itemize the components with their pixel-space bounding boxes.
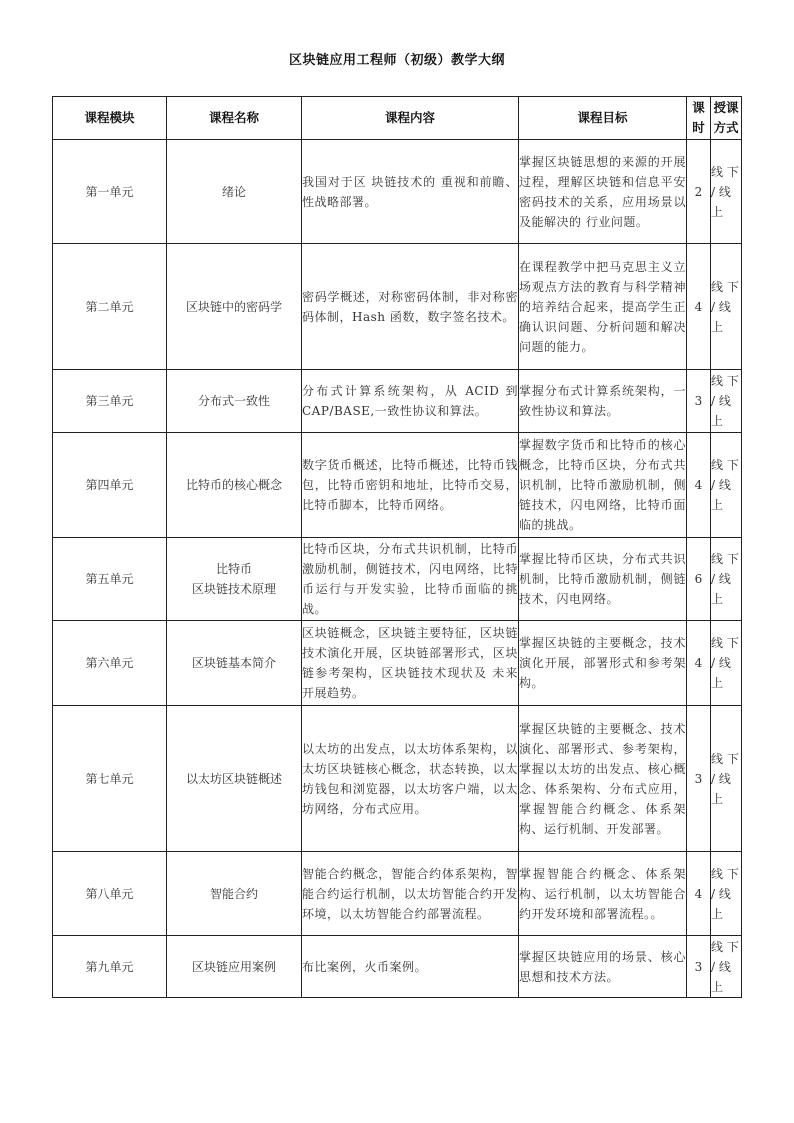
mode-line: 上 [711, 979, 724, 994]
course-name-line1: 比特币 [215, 562, 252, 576]
header-hours-line1: 课 [692, 100, 705, 115]
table-row [53, 706, 742, 852]
table-row [53, 538, 742, 621]
mode-cell [711, 538, 742, 621]
goal-cell: 掌握数字货币和比特币的核心概念，比特币区块，分布式共识机制，比特币激励机制，侧链技术，闪电网络，比特币面临的挑战。 [519, 433, 687, 538]
header-mode-line2: 方式 [713, 120, 739, 135]
course-name-cell: 分布式一致性 [167, 370, 302, 433]
module-cell: 第九单元 [53, 936, 167, 998]
module-cell: 第三单元 [53, 370, 167, 433]
content-cell: 布比案例，火币案例。 [302, 936, 519, 998]
hours-cell: 4 [687, 244, 711, 370]
mode-line: 线 下 [711, 636, 739, 650]
header-module: 课程模块 [53, 97, 167, 140]
content-cell: 数字货币概述，比特币概述，比特币钱包，比特币密钥和地址，比特币交易，比特币脚本，比特币网络。 [302, 433, 519, 538]
mode-line: 线 下 [711, 866, 739, 881]
goal-cell: 掌握智能合约概念、体系架构、运行机制，以太坊智能合约开发环境和部署流程。。 [519, 852, 687, 936]
mode-line: / 线 [711, 572, 731, 586]
header-name: 课程名称 [167, 97, 302, 140]
header-mode [711, 97, 742, 140]
course-name-cell: 比特币的核心概念 [167, 433, 302, 538]
table-row [53, 433, 742, 538]
mode-line: / 线 [711, 299, 731, 314]
mode-line: / 线 [711, 959, 731, 974]
course-name-cell: 区块链中的密码学 [167, 244, 302, 370]
mode-cell [711, 936, 742, 998]
mode-line: 线 下 [711, 552, 739, 566]
mode-line: 线 下 [711, 374, 739, 388]
mode-line: / 线 [711, 656, 731, 670]
mode-cell [711, 621, 742, 706]
course-name-cell: 智能合约 [167, 852, 302, 936]
content-cell: 我国对于区 块链技术的 重视和前瞻、性战略部署。 [302, 140, 519, 244]
course-name-cell: 区块链应用案例 [167, 936, 302, 998]
mode-line: 上 [711, 498, 724, 512]
mode-line: 上 [711, 204, 724, 219]
hours-cell: 4 [687, 852, 711, 936]
hours-cell: 4 [687, 433, 711, 538]
table-row [53, 936, 742, 998]
module-cell: 第八单元 [53, 852, 167, 936]
module-cell: 第七单元 [53, 706, 167, 852]
table-row [53, 370, 742, 433]
content-cell: 区块链概念，区块链主要特征，区块链技术演化开展，区块链部署形式，区块链参考架构，区块链技术现状及 未来开展趋势。 [302, 621, 519, 706]
mode-cell [711, 244, 742, 370]
module-cell: 第五单元 [53, 538, 167, 621]
syllabus-table [52, 96, 742, 998]
course-name-cell: 绪论 [167, 140, 302, 244]
content-cell: 以太坊的出发点，以太坊体系架构，以太坊区块链核心概念，状态转换，以太坊钱包和浏览器，以太坊客户端，以太坊网络，分布式应用。 [302, 706, 519, 852]
header-row [53, 97, 742, 140]
hours-cell: 3 [687, 706, 711, 852]
module-cell: 第二单元 [53, 244, 167, 370]
content-cell: 智能合约概念，智能合约体系架构，智能合约运行机制，以太坊智能合约开发环境，以太坊智能合约部署流程。 [302, 852, 519, 936]
hours-cell: 2 [687, 140, 711, 244]
table-row [53, 621, 742, 706]
table-row [53, 140, 742, 244]
goal-cell: 掌握区块链的主要概念，技术演化开展，部署形式和参考架构。 [519, 621, 687, 706]
mode-line: 线 下 [711, 939, 739, 954]
goal-cell: 掌握分布式计算系统架构，一致性协议和算法。 [519, 370, 687, 433]
course-name-line2: 区块链技术原理 [191, 582, 276, 596]
mode-line: / 线 [711, 771, 731, 786]
table-row [53, 852, 742, 936]
hours-cell: 4 [687, 621, 711, 706]
mode-cell [711, 433, 742, 538]
header-mode-line1: 授课 [713, 100, 739, 115]
header-goal: 课程目标 [519, 97, 687, 140]
goal-cell: 掌握区块链应用的场景、核心思想和技术方法。 [519, 936, 687, 998]
mode-line: / 线 [711, 478, 731, 492]
goal-cell: 掌握区块链思想的来源的开展过程，理解区块链和信息平安密码技术的关系，应用场景以及能解决的 行业问题。 [519, 140, 687, 244]
module-cell: 第一单元 [53, 140, 167, 244]
goal-cell: 掌握比特币区块，分布式共识机制，比特币激励机制，侧链技术，闪电网络。 [519, 538, 687, 621]
hours-cell: 3 [687, 936, 711, 998]
module-cell: 第四单元 [53, 433, 167, 538]
course-name-cell: 以太坊区块链概述 [167, 706, 302, 852]
mode-line: 上 [711, 791, 724, 806]
mode-cell [711, 852, 742, 936]
document-title: 区块链应用工程师（初级）教学大纲 [288, 53, 505, 68]
module-cell: 第六单元 [53, 621, 167, 706]
hours-cell: 3 [687, 370, 711, 433]
mode-line: 线 下 [711, 751, 739, 766]
goal-cell: 掌握区块链的主要概念、技术演化、部署形式、参考架构，掌握以太坊的出发点、核心概念、体系架构、分布式应用，掌握智能合约概念、体系架构、运行机制、开发部署。 [519, 706, 687, 852]
mode-line: / 线 [711, 886, 731, 901]
header-hours [687, 97, 711, 140]
mode-line: 上 [711, 414, 724, 428]
mode-line: 线 下 [711, 279, 739, 294]
mode-line: 上 [711, 906, 724, 921]
goal-cell: 在课程教学中把马克思主义立场观点方法的教育与科学精神的培养结合起来，提高学生正确认识问题、分析问题和解决问题的能力。 [519, 244, 687, 370]
mode-line: / 线 [711, 394, 731, 408]
content-cell: 密码学概述，对称密码体制，非对称密码体制，Hash 函数，数字签名技术。 [302, 244, 519, 370]
hours-cell: 6 [687, 538, 711, 621]
content-cell: 分布式计算系统架构，从 ACID 到 CAP/BASE,一致性协议和算法。 [302, 370, 519, 433]
course-name-cell: 区块链基本简介 [167, 621, 302, 706]
course-name-cell [167, 538, 302, 621]
mode-cell [711, 706, 742, 852]
mode-line: 线 下 [711, 164, 739, 179]
mode-line: 上 [711, 319, 724, 334]
table-row [53, 244, 742, 370]
header-content: 课程内容 [302, 97, 519, 140]
mode-line: / 线 [711, 184, 731, 199]
mode-line: 上 [711, 592, 724, 606]
header-hours-line2: 时 [692, 120, 705, 135]
content-cell: 比特币区块，分布式共识机制，比特币激励机制，侧链技术，闪电网络，比特币运行与开发实验，比特币面临的挑战。 [302, 538, 519, 621]
mode-line: 线 下 [711, 458, 739, 472]
mode-line: 上 [711, 676, 724, 690]
mode-cell [711, 140, 742, 244]
mode-cell [711, 370, 742, 433]
